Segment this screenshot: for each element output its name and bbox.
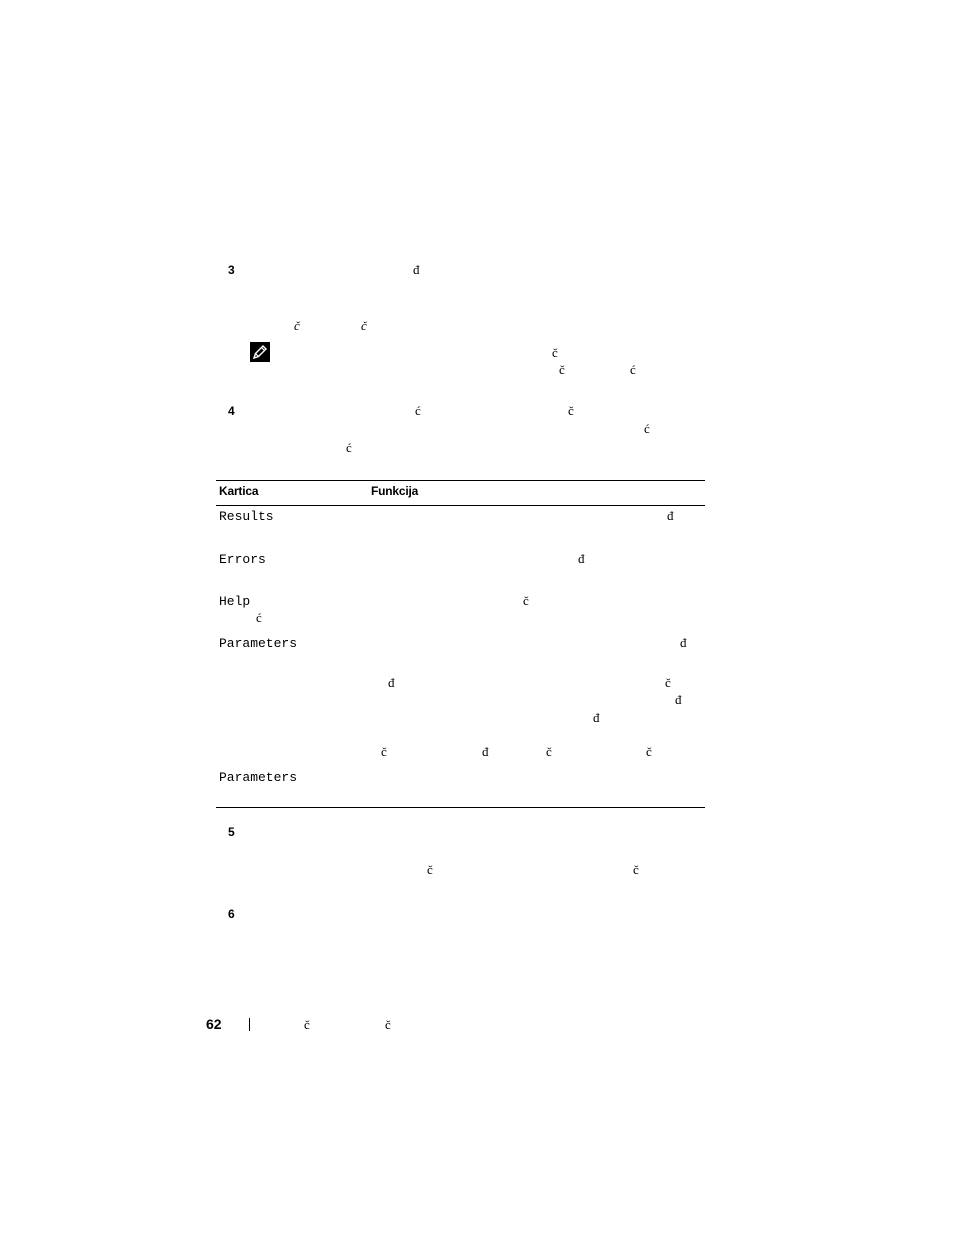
text-fragment: č	[361, 318, 367, 333]
text-fragment: ć	[630, 362, 636, 377]
text-fragment: đ	[578, 551, 585, 566]
step-number-4: 4	[228, 404, 235, 418]
text-fragment: đ	[667, 508, 674, 523]
text-fragment: č	[523, 593, 529, 608]
table-row-parameters: Parameters	[219, 636, 298, 651]
text-fragment: ć	[415, 403, 421, 418]
text-fragment: č	[633, 862, 639, 877]
text-fragment: č	[552, 345, 558, 360]
table-top-rule	[216, 480, 705, 481]
table-row-results: Results	[219, 509, 274, 524]
text-fragment: č	[381, 744, 387, 759]
text-fragment: ć	[346, 440, 352, 455]
text-fragment: đ	[388, 675, 395, 690]
text-fragment: đ	[482, 744, 489, 759]
table-header-kartica: Kartica	[219, 484, 259, 498]
step-number-3: 3	[228, 263, 235, 277]
text-fragment: đ	[413, 262, 420, 277]
text-fragment: č	[427, 862, 433, 877]
table-header-funkcija: Funkcija	[371, 484, 419, 498]
text-fragment: č	[665, 675, 671, 690]
text-fragment: ć	[256, 610, 262, 625]
footer-separator	[249, 1018, 250, 1031]
footer-text-fragment: č	[385, 1017, 391, 1032]
table-row-help: Help	[219, 594, 251, 609]
text-fragment: č	[294, 318, 300, 333]
table-header-rule	[216, 505, 705, 506]
text-fragment: č	[559, 362, 565, 377]
step-number-5: 5	[228, 825, 235, 839]
table-row-parameters-ref: Parameters	[219, 770, 298, 785]
footer-text-fragment: č	[304, 1017, 310, 1032]
note-pencil-icon	[250, 342, 270, 362]
step-number-6: 6	[228, 907, 235, 921]
table-bottom-rule	[216, 807, 705, 808]
text-fragment: č	[546, 744, 552, 759]
text-fragment: ć	[644, 421, 650, 436]
text-fragment: đ	[675, 692, 682, 707]
text-fragment: č	[646, 744, 652, 759]
page-number: 62	[206, 1016, 222, 1032]
text-fragment: č	[568, 403, 574, 418]
table-row-errors: Errors	[219, 552, 266, 567]
text-fragment: đ	[680, 635, 687, 650]
text-fragment: đ	[593, 710, 600, 725]
